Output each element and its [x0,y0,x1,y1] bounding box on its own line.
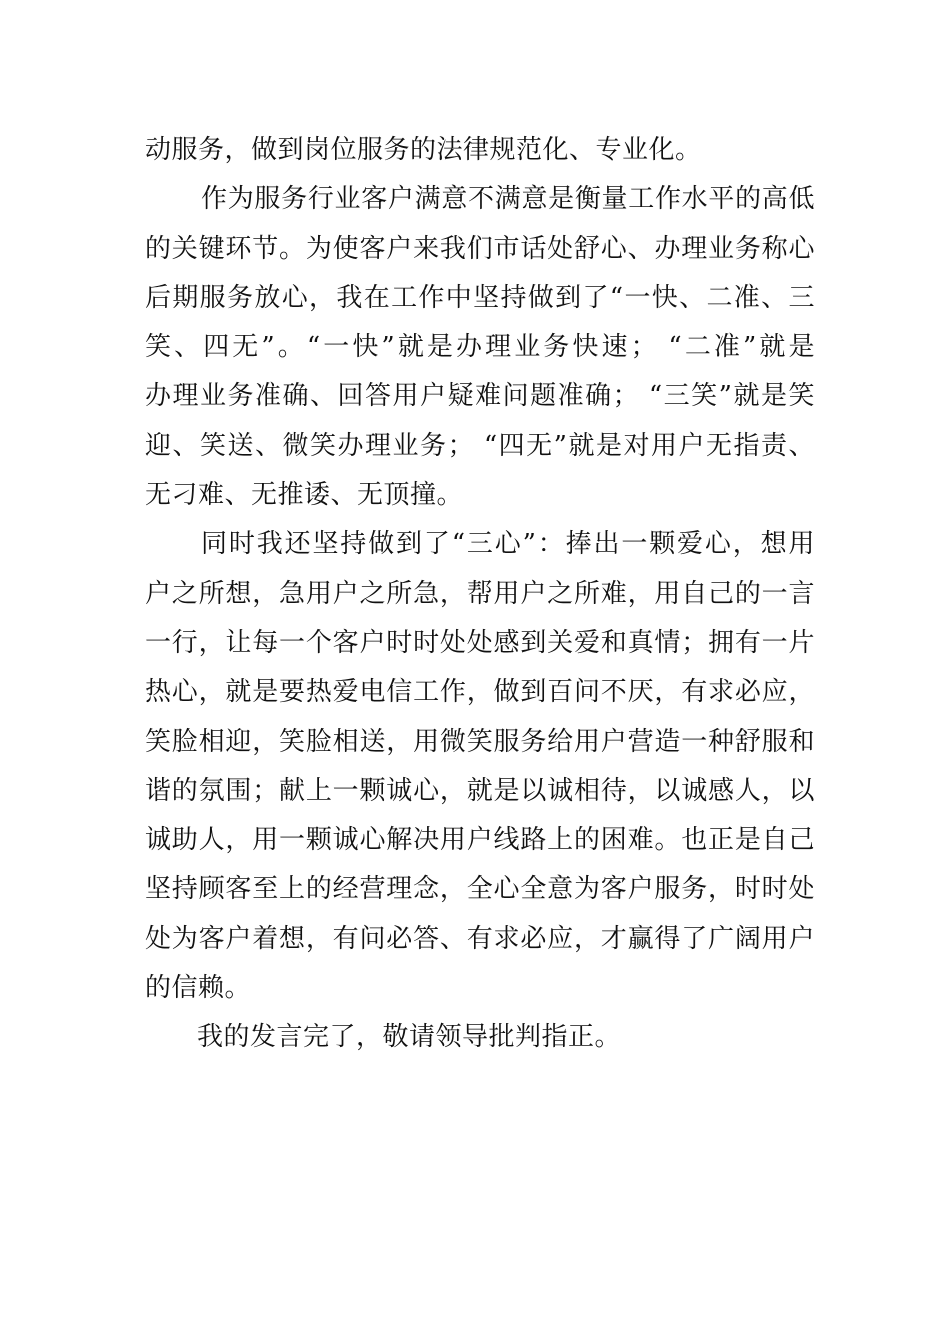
text-line: 一行，让每一个客户时时处处感到关爱和真情；拥有一片 [145,627,815,658]
text-line: 作为服务行业客户满意不满意是衡量工作水平的高低 [201,184,815,215]
text-line: 谐的氛围；献上一颗诚心，就是以诚相待，以诚感人，以 [145,775,815,806]
text-line: 无刁难、无推诿、无顶撞。 [145,480,464,511]
text-line: 笑、四无”。“一快”就是办理业务快速； “二准”就是 [145,332,815,363]
text-line: 后期服务放心，我在工作中坚持做到了“一快、二准、三 [145,282,815,313]
text-line: 坚持顾客至上的经营理念，全心全意为客户服务，时时处 [145,874,815,905]
text-line: 户之所想，急用户之所急，帮用户之所难，用自己的一言 [145,578,815,609]
text-line: 的关键环节。为使客户来我们市话处舒心、办理业务称心 [145,233,815,264]
text-line: 处为客户着想，有问必答、有求必应，才赢得了广阔用户 [145,923,815,954]
text-line: 同时我还坚持做到了“三心”：捧出一颗爱心，想用 [201,529,815,560]
text-line: 笑脸相迎，笑脸相送，用微笑服务给用户营造一种舒服和 [145,726,815,757]
text-line: 迎、笑送、微笑办理业务； “四无”就是对用户无指责、 [145,430,815,461]
text-line: 动服务，做到岗位服务的法律规范化、专业化。 [145,135,702,165]
body-text [145,126,815,1063]
text-line: 的信赖。 [145,973,252,1004]
text-line: 热心，就是要热爱电信工作，做到百问不厌，有求必应， [145,677,815,708]
text-line: 办理业务准确、回答用户疑难问题准确； “三笑”就是笑 [145,381,815,412]
text-line: 诚助人，用一颗诚心解决用户线路上的困难。也正是自己 [145,825,815,856]
text-line: 我的发言完了，敬请领导批判指正。 [197,1022,622,1053]
